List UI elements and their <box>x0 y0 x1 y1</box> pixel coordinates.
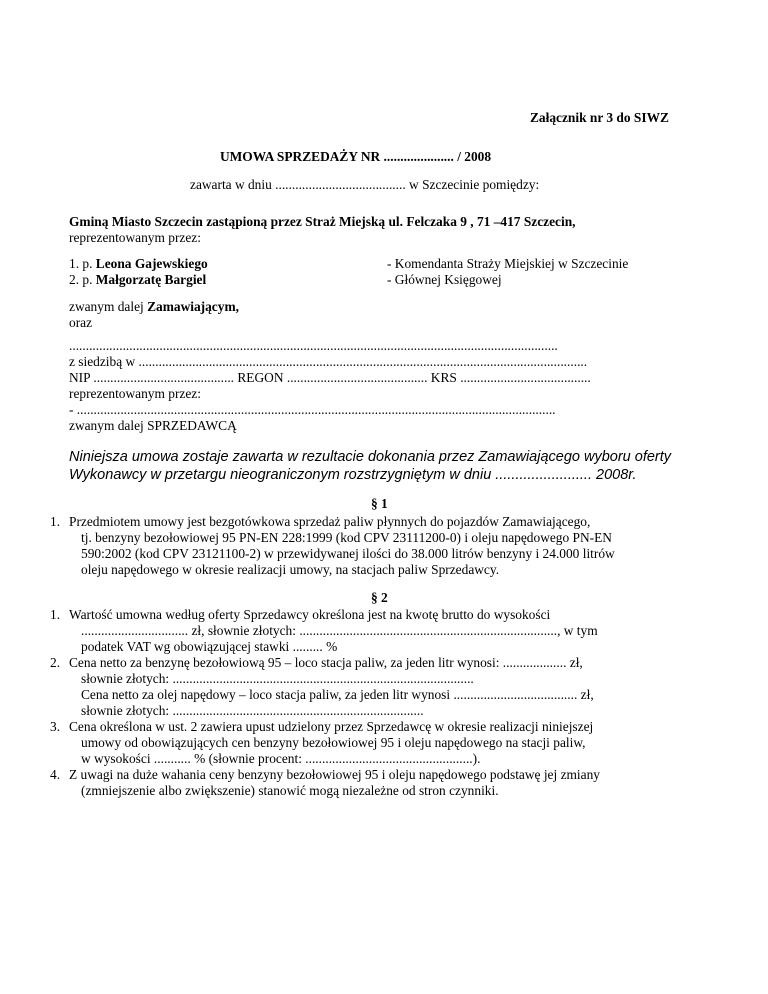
party-b-seat: z siedzibą w ...................................................................................................................................... <box>69 354 588 369</box>
rep-1-role: - Komendanta Straży Miejskiej w Szczecinie <box>387 256 629 271</box>
contract-title: UMOWA SPRZEDAŻY NR ..................... / 2008 <box>220 149 492 164</box>
s2-item-1-line-2: ................................ zł, słownie złotych: ............................................................................., w tym <box>81 623 598 638</box>
s1-item-1-line-4: oleju napędowego w okresie realizacji umowy, na stacjach paliw Sprzedawcy. <box>81 562 500 577</box>
intro-line-2: Wykonawcy w przetargu nieograniczonym rozstrzygniętym w dniu ........................ 2008r. <box>69 467 637 483</box>
s2-item-2-line-4: słownie złotych: ........................................................................... <box>81 703 424 718</box>
rep-1-num: 1. p. <box>69 256 96 271</box>
s2-item-4-num: 4. <box>50 767 61 782</box>
rep-2-role: - Głównej Księgowej <box>387 272 502 287</box>
party-b-called: zwanym dalej SPRZEDAWCĄ <box>69 418 237 433</box>
s2-item-2-line-2: słownie złotych: .......................................................................................... <box>81 671 474 686</box>
rep-2-num: 2. p. <box>69 272 96 287</box>
rep-2-name: Małgorzatę Bargiel <box>95 272 207 287</box>
and-word: oraz <box>69 315 93 330</box>
called-prefix: zwanym dalej <box>69 299 148 314</box>
s2-item-4-line-2: (zmniejszenie albo zwiększenie) stanowić mogą niezależne od stron czynniki. <box>81 783 499 798</box>
rep-1-name: Leona Gajewskiego <box>95 256 208 271</box>
s1-item-1-line-1: Przedmiotem umowy jest bezgotówkowa sprzedaż paliw płynnych do pojazdów Zamawiającego, <box>69 514 591 529</box>
s1-item-1-num: 1. <box>50 514 61 529</box>
party-a-name: Gminą Miasto Szczecin zastąpioną przez Straż Miejską ul. Felczaka 9 , 71 –417 Szczecin, <box>69 214 576 229</box>
s2-item-3-line-1: Cena określona w ust. 2 zawiera upust udzielony przez Sprzedawcę w okresie realizacji niniejszej <box>69 719 594 734</box>
s1-item-1-line-3: 590:2002 (kod CPV 23121100-2) w przewidywanej ilości do 38.000 litrów benzyny i 24.000 litrów <box>81 546 615 561</box>
section-1-heading: § 1 <box>371 496 388 511</box>
called-name: Zamawiającym, <box>147 299 239 314</box>
s2-item-3-line-3: w wysokości ........... % (słownie procent: ..................................................). <box>81 751 481 766</box>
s2-item-2-num: 2. <box>50 655 61 670</box>
party-a-called <box>69 299 239 315</box>
party-b-rep-line: - ............................................................................................................................................... <box>69 402 556 417</box>
party-a-represented: reprezentowanym przez: <box>69 230 201 245</box>
s2-item-3-line-2: umowy od obowiązujących cen benzyny bezołowiowej 95 i oleju napędowego na stacji paliw, <box>81 735 586 750</box>
s2-item-1-num: 1. <box>50 607 61 622</box>
s2-item-2-line-3: Cena netto za olej napędowy – loco stacja paliw, za jeden litr wynosi ..................................... zł, <box>81 687 594 702</box>
section-2-heading: § 2 <box>371 590 388 605</box>
contract-subtitle: zawarta w dniu ....................................... w Szczecinie pomiędzy: <box>190 177 540 192</box>
party-b-line-1: .................................................................................................................................................. <box>69 338 558 353</box>
s2-item-1-line-3: podatek VAT wg obowiązującej stawki ......... % <box>81 639 338 654</box>
s2-item-4-line-1: Z uwagi na duże wahania ceny benzyny bezołowiowej 95 i oleju napędowego podstawę jej zmiany <box>69 767 600 782</box>
representative-1 <box>69 256 208 272</box>
s2-item-1-line-1: Wartość umowna według oferty Sprzedawcy określona jest na kwotę brutto do wysokości <box>69 607 551 622</box>
s2-item-2-line-1: Cena netto za benzynę bezołowiową 95 – loco stacja paliw, za jeden litr wynosi: ................... zł, <box>69 655 583 670</box>
representative-2 <box>69 272 206 288</box>
intro-line-1: Niniejsza umowa zostaje zawarta w rezultacie dokonania przez Zamawiającego wyboru oferty <box>69 449 672 465</box>
party-b-represented: reprezentowanym przez: <box>69 386 201 401</box>
s1-item-1-line-2: tj. benzyny bezołowiowej 95 PN-EN 228:1999 (kod CPV 23111200-0) i oleju napędowego PN-EN <box>81 530 612 545</box>
s2-item-3-num: 3. <box>50 719 61 734</box>
annex-label: Załącznik nr 3 do SIWZ <box>530 110 669 125</box>
party-b-ids: NIP .......................................... REGON .......................................... KRS ....................................... <box>69 370 591 385</box>
